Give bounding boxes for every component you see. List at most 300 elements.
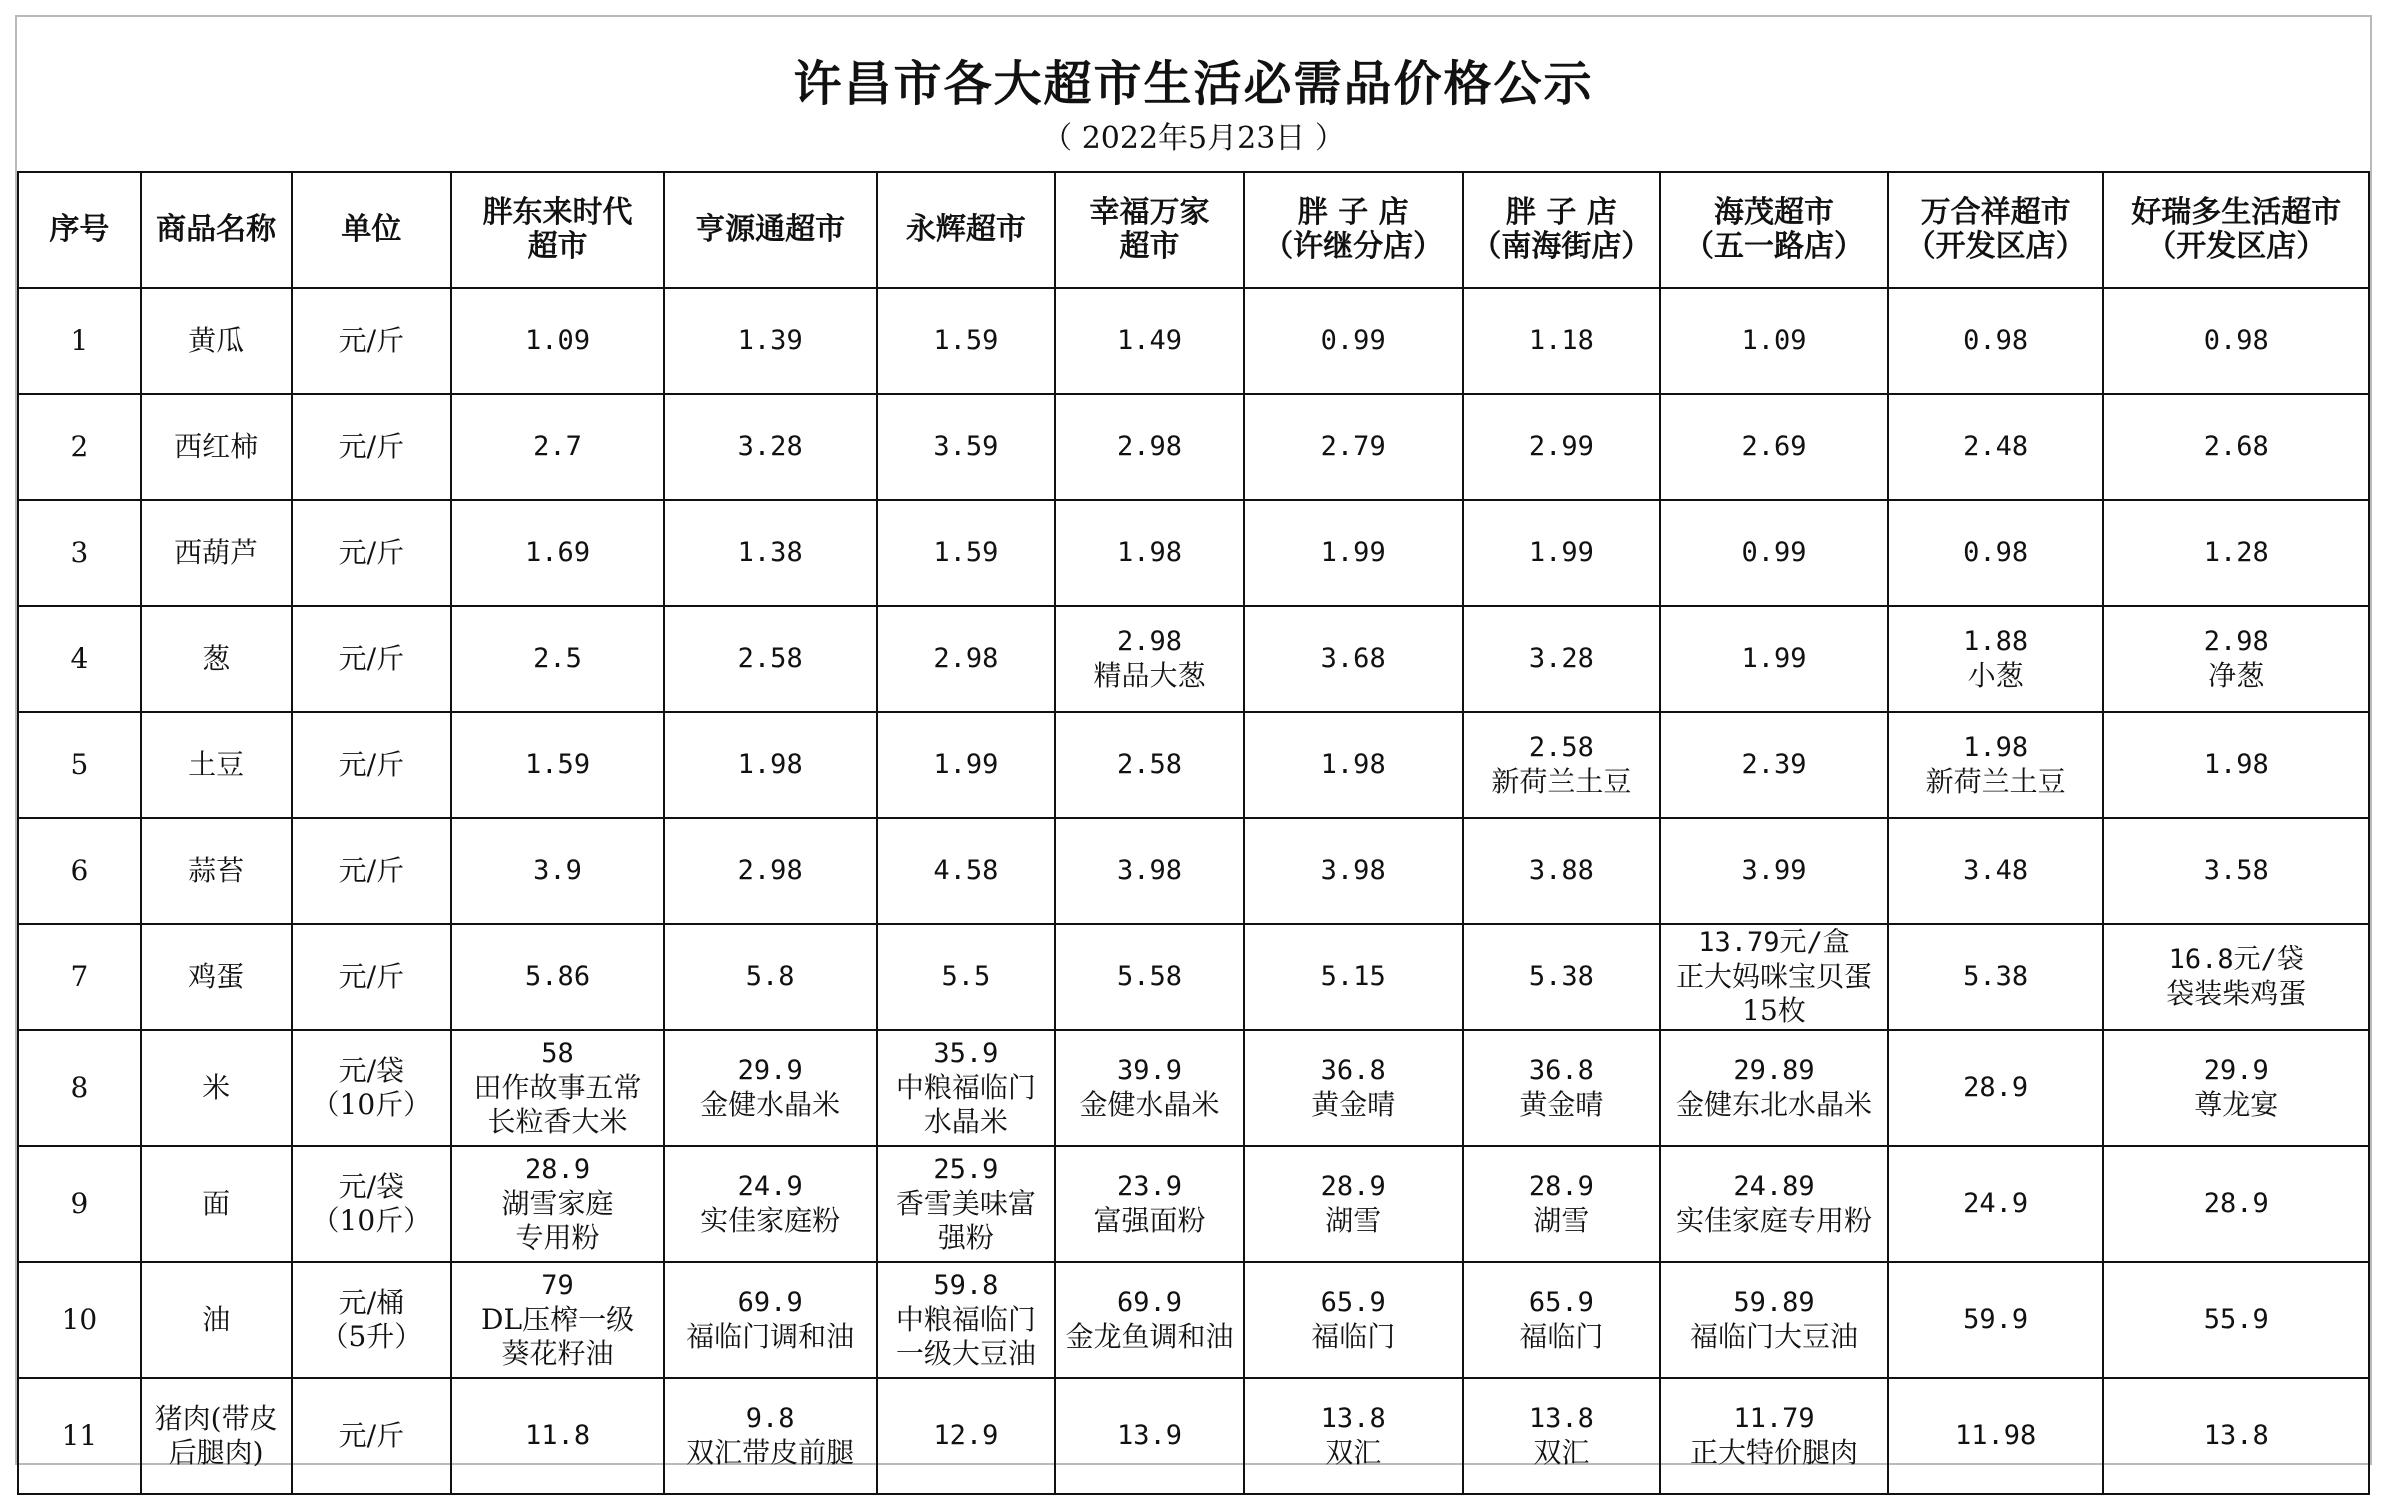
price-cell	[1660, 288, 1888, 394]
price-value: 11.98	[1954, 1420, 2037, 1451]
price-value: 69.9	[1117, 1287, 1183, 1318]
price-value: 55.9	[2203, 1304, 2269, 1335]
price-value: 2.58	[737, 643, 803, 674]
cell-text-line: 实佳家庭专用粉	[1675, 1204, 1872, 1237]
price-cell	[877, 1030, 1056, 1146]
unit-cell	[292, 1378, 452, 1494]
price-value: 2.58	[1528, 732, 1594, 763]
price-cell	[1463, 1378, 1661, 1494]
cell-text-line: 胖东来时代	[482, 195, 633, 230]
price-value: 0.98	[1963, 325, 2029, 356]
cell-text-line: 福临门	[1519, 1320, 1604, 1353]
table-row	[18, 1262, 2369, 1378]
item-name-cell	[141, 606, 292, 712]
table-row	[18, 1030, 2369, 1146]
price-cell	[877, 1262, 1056, 1378]
price-cell	[1055, 1262, 1244, 1378]
price-cell	[1888, 500, 2104, 606]
cell-text-line: 中粮福临门	[895, 1303, 1036, 1336]
price-cell	[877, 1378, 1056, 1494]
cell-text-line: 超市	[1119, 229, 1180, 264]
price-value: 13.79元/盒	[1698, 927, 1850, 958]
price-value: 59.89	[1733, 1287, 1815, 1318]
price-cell	[1660, 712, 1888, 818]
price-value: 2.69	[1741, 431, 1807, 462]
table-row	[18, 1378, 2369, 1494]
header-row	[18, 172, 2369, 288]
price-cell	[1888, 818, 2104, 924]
row-number-cell	[18, 1146, 141, 1262]
cell-text-line: （开发区店）	[2146, 229, 2327, 264]
price-cell	[1463, 606, 1661, 712]
price-cell	[1660, 818, 1888, 924]
price-value: 3.68	[1320, 643, 1386, 674]
price-value: 2.99	[1528, 431, 1594, 462]
price-cell	[1244, 1146, 1463, 1262]
price-cell	[1055, 712, 1244, 818]
column-header	[1463, 172, 1661, 288]
cell-text-line: 元/斤	[338, 536, 405, 569]
cell-text-line: 新荷兰土豆	[1491, 765, 1632, 798]
table-row	[18, 500, 2369, 606]
row-number: 5	[70, 748, 89, 781]
row-number-cell	[18, 1262, 141, 1378]
price-value: 1.09	[1741, 325, 1807, 356]
cell-text-line: 小葱	[1967, 659, 2024, 692]
price-cell	[1463, 1262, 1661, 1378]
cell-text-line: 元/斤	[338, 748, 405, 781]
row-number: 9	[70, 1187, 89, 1220]
price-cell	[1055, 288, 1244, 394]
cell-text-line: 正大特价腿肉	[1689, 1436, 1858, 1469]
price-cell	[1463, 1146, 1661, 1262]
price-value: 5.38	[1528, 961, 1594, 992]
price-cell	[1660, 606, 1888, 712]
price-value: 5.5	[941, 961, 991, 992]
price-value: 13.8	[2203, 1420, 2269, 1451]
price-value: 3.48	[1963, 855, 2029, 886]
price-cell	[1244, 818, 1463, 924]
title-block	[17, 17, 2370, 169]
cell-text-line: 尊龙宴	[2194, 1088, 2279, 1121]
price-cell	[877, 606, 1056, 712]
item-name-cell	[141, 818, 292, 924]
price-value: 4.58	[933, 855, 999, 886]
price-cell	[664, 500, 877, 606]
table-row	[18, 606, 2369, 712]
price-cell	[451, 818, 664, 924]
row-number: 10	[61, 1303, 98, 1336]
page-date: （ 2022年5月23日 ）	[1042, 121, 1345, 156]
cell-text-line: 田作故事五常	[473, 1071, 642, 1104]
table-row	[18, 712, 2369, 818]
cell-text-line: 金龙鱼调和油	[1065, 1320, 1234, 1353]
price-cell	[1888, 1262, 2104, 1378]
price-cell	[877, 288, 1056, 394]
price-value: 12.9	[933, 1420, 999, 1451]
cell-text-line: 新荷兰土豆	[1925, 765, 2066, 798]
price-cell	[451, 288, 664, 394]
price-cell	[664, 818, 877, 924]
cell-text-line: 元/斤	[338, 854, 405, 887]
price-value: 0.99	[1741, 537, 1807, 568]
cell-text-line: 后腿肉)	[168, 1436, 264, 1469]
row-number-cell	[18, 712, 141, 818]
item-name-cell	[141, 1378, 292, 1494]
item-name-cell	[141, 712, 292, 818]
cell-text-line: 油	[202, 1303, 231, 1336]
price-value: 1.38	[737, 537, 803, 568]
price-cell	[2103, 712, 2369, 818]
cell-text-line: 富强面粉	[1093, 1204, 1206, 1237]
price-value: 25.9	[933, 1154, 999, 1185]
price-cell	[1055, 1378, 1244, 1494]
row-number: 11	[61, 1419, 98, 1452]
item-name-cell	[141, 500, 292, 606]
price-cell	[1244, 1030, 1463, 1146]
price-value: 24.9	[737, 1171, 803, 1202]
price-cell	[1888, 288, 2104, 394]
item-name-cell	[141, 1030, 292, 1146]
column-header	[141, 172, 292, 288]
price-value: 1.59	[525, 749, 591, 780]
price-cell	[1660, 500, 1888, 606]
row-number: 6	[70, 854, 89, 887]
price-value: 1.98	[1320, 749, 1386, 780]
cell-text-line: 强粉	[937, 1221, 994, 1254]
price-cell	[1463, 818, 1661, 924]
price-cell	[1660, 1262, 1888, 1378]
price-value: 5.8	[745, 961, 795, 992]
price-cell	[877, 394, 1056, 500]
price-value: 5.86	[525, 961, 591, 992]
column-header	[292, 172, 452, 288]
price-value: 69.9	[737, 1287, 803, 1318]
cell-text-line: 元/袋	[338, 1054, 405, 1087]
cell-text-line: 好瑞多生活超市	[2131, 195, 2342, 230]
cell-text-line: 净葱	[2208, 659, 2265, 692]
price-value: 1.59	[933, 325, 999, 356]
price-cell	[1888, 394, 2104, 500]
cell-text-line: DL压榨一级	[481, 1303, 635, 1336]
row-number-cell	[18, 288, 141, 394]
cell-text-line: 超市	[527, 229, 588, 264]
price-value: 1.99	[1320, 537, 1386, 568]
cell-text-line: 元/斤	[338, 960, 405, 993]
row-number: 1	[70, 324, 89, 357]
price-value: 1.39	[737, 325, 803, 356]
price-value: 36.8	[1528, 1055, 1594, 1086]
cell-text-line: 胖 子 店	[1297, 195, 1409, 230]
row-number: 2	[70, 430, 89, 463]
column-header	[451, 172, 664, 288]
cell-text-line: 香雪美味富	[895, 1187, 1036, 1220]
column-header	[2103, 172, 2369, 288]
price-cell	[1888, 1378, 2104, 1494]
price-value: 29.89	[1733, 1055, 1815, 1086]
cell-text-line: 米	[202, 1071, 231, 1104]
price-value: 59.8	[933, 1270, 999, 1301]
price-cell	[1244, 1262, 1463, 1378]
price-value: 2.98	[2203, 626, 2269, 657]
item-name-cell	[141, 1262, 292, 1378]
price-value: 0.98	[2203, 325, 2269, 356]
price-value: 2.68	[2203, 431, 2269, 462]
cell-text-line: 西红柿	[174, 430, 259, 463]
table-row	[18, 924, 2369, 1030]
row-number-cell	[18, 500, 141, 606]
cell-text-line: 永辉超市	[905, 212, 1026, 247]
price-value: 2.98	[737, 855, 803, 886]
price-cell	[1244, 712, 1463, 818]
price-notice-sheet	[15, 15, 2372, 1469]
price-cell	[2103, 288, 2369, 394]
price-value: 36.8	[1320, 1055, 1386, 1086]
cell-text-line: 精品大葱	[1093, 659, 1206, 692]
price-value: 3.98	[1117, 855, 1183, 886]
unit-cell	[292, 1262, 452, 1378]
price-cell	[1055, 924, 1244, 1030]
price-cell	[664, 1262, 877, 1378]
cell-text-line: 蒜苔	[188, 854, 245, 887]
price-cell	[1660, 1378, 1888, 1494]
price-cell	[664, 606, 877, 712]
price-cell	[451, 924, 664, 1030]
price-cell	[451, 1146, 664, 1262]
price-value: 3.99	[1741, 855, 1807, 886]
price-value: 1.18	[1528, 325, 1594, 356]
cell-text-line: 元/斤	[338, 642, 405, 675]
cell-text-line: 序号	[49, 212, 110, 247]
price-cell	[1888, 1146, 2104, 1262]
cell-text-line: 单位	[341, 212, 402, 247]
price-cell	[451, 712, 664, 818]
price-cell	[1660, 1030, 1888, 1146]
price-cell	[1244, 606, 1463, 712]
price-value: 3.28	[737, 431, 803, 462]
price-value: 0.99	[1320, 325, 1386, 356]
price-cell	[1463, 394, 1661, 500]
price-value: 28.9	[1528, 1171, 1594, 1202]
row-number: 4	[70, 642, 89, 675]
price-value: 65.9	[1320, 1287, 1386, 1318]
cell-text-line: （10斤）	[311, 1088, 432, 1121]
price-cell	[1463, 288, 1661, 394]
cell-text-line: 湖雪	[1533, 1204, 1590, 1237]
price-value: 2.79	[1320, 431, 1386, 462]
unit-cell	[292, 394, 452, 500]
cell-text-line: 湖雪家庭	[501, 1187, 614, 1220]
column-header	[1660, 172, 1888, 288]
cell-text-line: 袋装柴鸡蛋	[2166, 977, 2307, 1010]
cell-text-line: 福临门调和油	[686, 1320, 855, 1353]
price-cell	[1244, 500, 1463, 606]
cell-text-line: 猪肉(带皮	[154, 1402, 278, 1435]
table-row	[18, 818, 2369, 924]
price-value: 3.59	[933, 431, 999, 462]
price-value: 2.39	[1741, 749, 1807, 780]
price-value: 1.28	[2203, 537, 2269, 568]
price-cell	[1660, 924, 1888, 1030]
price-value: 1.59	[933, 537, 999, 568]
price-value: 3.28	[1528, 643, 1594, 674]
price-cell	[1463, 1030, 1661, 1146]
cell-text-line: （开发区店）	[1905, 229, 2086, 264]
column-header	[1055, 172, 1244, 288]
cell-text-line: 商品名称	[156, 212, 277, 247]
price-value: 58	[541, 1038, 574, 1069]
price-value: 1.99	[1528, 537, 1594, 568]
price-value: 5.15	[1320, 961, 1386, 992]
price-cell	[2103, 924, 2369, 1030]
price-cell	[1888, 606, 2104, 712]
price-value: 9.8	[745, 1403, 795, 1434]
price-cell	[451, 1262, 664, 1378]
price-cell	[1244, 1378, 1463, 1494]
price-cell	[451, 1030, 664, 1146]
cell-text-line: （南海街店）	[1471, 229, 1652, 264]
price-value: 3.58	[2203, 855, 2269, 886]
price-cell	[1463, 924, 1661, 1030]
cell-text-line: （许继分店）	[1263, 229, 1444, 264]
row-number: 3	[70, 536, 89, 569]
price-cell	[664, 394, 877, 500]
row-number-cell	[18, 924, 141, 1030]
table-row	[18, 288, 2369, 394]
column-header	[1888, 172, 2104, 288]
price-cell	[664, 924, 877, 1030]
column-header	[664, 172, 877, 288]
price-cell	[1888, 1030, 2104, 1146]
price-value: 28.9	[525, 1154, 591, 1185]
column-header	[877, 172, 1056, 288]
price-cell	[1660, 1146, 1888, 1262]
price-value: 16.8元/袋	[2168, 944, 2304, 975]
price-cell	[877, 924, 1056, 1030]
cell-text-line: 黄金晴	[1519, 1088, 1604, 1121]
cell-text-line: 双汇	[1325, 1436, 1382, 1469]
unit-cell	[292, 288, 452, 394]
price-value: 1.88	[1963, 626, 2029, 657]
unit-cell	[292, 606, 452, 712]
cell-text-line: 亨源通超市	[695, 212, 846, 247]
price-cell	[1463, 712, 1661, 818]
price-cell	[1055, 606, 1244, 712]
cell-text-line: 海茂超市	[1713, 195, 1834, 230]
cell-text-line: 万合祥超市	[1920, 195, 2071, 230]
price-cell	[1055, 818, 1244, 924]
cell-text-line: 葵花籽油	[501, 1337, 614, 1370]
cell-text-line: （5升）	[320, 1320, 423, 1353]
price-cell	[664, 288, 877, 394]
price-value: 13.9	[1117, 1420, 1183, 1451]
price-cell	[877, 1146, 1056, 1262]
unit-cell	[292, 712, 452, 818]
price-value: 13.8	[1320, 1403, 1386, 1434]
price-value: 2.98	[1117, 626, 1183, 657]
item-name-cell	[141, 1146, 292, 1262]
price-value: 5.58	[1117, 961, 1183, 992]
row-number-cell	[18, 1378, 141, 1494]
cell-text-line: 专用粉	[515, 1221, 600, 1254]
cell-text-line: 实佳家庭粉	[700, 1204, 841, 1237]
row-number: 8	[70, 1071, 89, 1104]
price-cell	[1244, 924, 1463, 1030]
cell-text-line: 元/桶	[338, 1286, 405, 1319]
price-cell	[1055, 500, 1244, 606]
page-title: 许昌市各大超市生活必需品价格公示	[793, 56, 1594, 112]
unit-cell	[292, 818, 452, 924]
price-value: 11.79	[1733, 1403, 1815, 1434]
unit-cell	[292, 924, 452, 1030]
price-cell	[664, 712, 877, 818]
price-value: 3.88	[1528, 855, 1594, 886]
cell-text-line: 福临门大豆油	[1689, 1320, 1858, 1353]
price-cell	[2103, 1378, 2369, 1494]
cell-text-line: 正大妈咪宝贝蛋	[1675, 960, 1872, 993]
cell-text-line: 胖 子 店	[1505, 195, 1617, 230]
price-cell	[1888, 924, 2104, 1030]
table-row	[18, 394, 2369, 500]
price-value: 29.9	[2203, 1055, 2269, 1086]
price-value: 1.99	[1741, 643, 1807, 674]
price-cell	[1055, 394, 1244, 500]
price-value: 1.09	[525, 325, 591, 356]
price-cell	[2103, 1030, 2369, 1146]
cell-text-line: 黄金晴	[1311, 1088, 1396, 1121]
cell-text-line: 元/斤	[338, 430, 405, 463]
price-value: 1.98	[1117, 537, 1183, 568]
price-value: 39.9	[1117, 1055, 1183, 1086]
cell-text-line: 湖雪	[1325, 1204, 1382, 1237]
cell-text-line: 鸡蛋	[188, 960, 245, 993]
unit-cell	[292, 500, 452, 606]
item-name-cell	[141, 394, 292, 500]
cell-text-line: 元/斤	[338, 1419, 405, 1452]
price-value: 2.48	[1963, 431, 2029, 462]
row-number-cell	[18, 606, 141, 712]
price-value: 2.98	[1117, 431, 1183, 462]
price-cell	[877, 712, 1056, 818]
table-row	[18, 1146, 2369, 1262]
price-value: 3.9	[533, 855, 582, 886]
row-number: 7	[70, 960, 89, 993]
price-cell	[451, 500, 664, 606]
price-cell	[1244, 394, 1463, 500]
price-value: 65.9	[1528, 1287, 1594, 1318]
price-value: 13.8	[1528, 1403, 1594, 1434]
price-cell	[451, 606, 664, 712]
cell-text-line: 一级大豆油	[895, 1337, 1036, 1370]
price-value: 0.98	[1963, 537, 2029, 568]
price-value: 24.89	[1733, 1171, 1815, 1202]
cell-text-line: 双汇带皮前腿	[686, 1436, 855, 1469]
row-number-cell	[18, 1030, 141, 1146]
price-cell	[1244, 288, 1463, 394]
cell-text-line: 西葫芦	[174, 536, 259, 569]
price-value: 1.98	[737, 749, 803, 780]
unit-cell	[292, 1030, 452, 1146]
item-name-cell	[141, 288, 292, 394]
price-cell	[2103, 1262, 2369, 1378]
cell-text-line: 黄瓜	[188, 324, 245, 357]
price-value: 28.9	[1963, 1072, 2029, 1103]
price-value: 79	[541, 1270, 574, 1301]
cell-text-line: （10斤）	[311, 1204, 432, 1237]
price-value: 11.8	[525, 1420, 591, 1451]
cell-text-line: 元/斤	[338, 324, 405, 357]
price-cell	[1660, 394, 1888, 500]
